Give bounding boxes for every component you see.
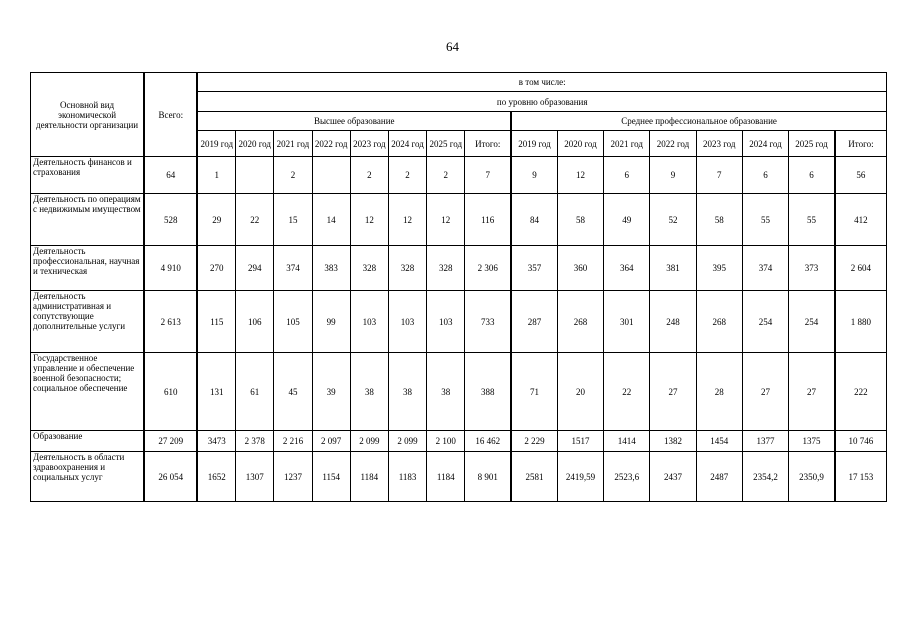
secondary-subtotal-cell: 2 604 bbox=[835, 246, 887, 291]
year-header-secondary: 2022 год bbox=[650, 131, 696, 157]
table-row bbox=[31, 291, 887, 353]
secondary-value-cell: 7 bbox=[696, 157, 742, 194]
secondary-subtotal-cell: 10 746 bbox=[835, 431, 887, 452]
year-header-secondary: 2023 год bbox=[696, 131, 742, 157]
activity-cell: Деятельность в области здравоохранения и социальных услуг bbox=[31, 452, 145, 502]
higher-value-cell: 38 bbox=[388, 353, 426, 431]
higher-value-cell: 38 bbox=[350, 353, 388, 431]
secondary-value-cell: 58 bbox=[696, 194, 742, 246]
secondary-value-cell: 2437 bbox=[650, 452, 696, 502]
higher-subtotal-cell: 7 bbox=[465, 157, 511, 194]
higher-value-cell: 2 bbox=[274, 157, 312, 194]
secondary-value-cell: 360 bbox=[557, 246, 603, 291]
table-row bbox=[31, 431, 887, 452]
activity-cell: Деятельность по операциям с недвижимым имуществом bbox=[31, 194, 145, 246]
secondary-value-cell: 301 bbox=[604, 291, 650, 353]
higher-value-cell: 1183 bbox=[388, 452, 426, 502]
higher-value-cell: 270 bbox=[197, 246, 235, 291]
table-row bbox=[31, 353, 887, 431]
higher-subtotal-cell: 733 bbox=[465, 291, 511, 353]
higher-value-cell: 115 bbox=[197, 291, 235, 353]
secondary-value-cell: 254 bbox=[789, 291, 835, 353]
education-table bbox=[30, 72, 887, 502]
total-cell: 26 054 bbox=[144, 452, 197, 502]
year-header-higher: 2023 год bbox=[350, 131, 388, 157]
higher-value-cell: 103 bbox=[427, 291, 465, 353]
higher-value-cell: 12 bbox=[350, 194, 388, 246]
secondary-value-cell: 395 bbox=[696, 246, 742, 291]
activity-cell: Деятельность профессиональная, научная и техническая bbox=[31, 246, 145, 291]
secondary-subtotal-cell: 1 880 bbox=[835, 291, 887, 353]
higher-education-header: Высшее образование bbox=[197, 112, 511, 131]
year-header-higher: 2025 год bbox=[427, 131, 465, 157]
secondary-value-cell: 254 bbox=[742, 291, 788, 353]
higher-value-cell: 2 bbox=[427, 157, 465, 194]
secondary-value-cell: 1414 bbox=[604, 431, 650, 452]
higher-value-cell bbox=[312, 157, 350, 194]
secondary-value-cell: 268 bbox=[557, 291, 603, 353]
year-header-secondary: 2020 год bbox=[557, 131, 603, 157]
total-cell: 610 bbox=[144, 353, 197, 431]
secondary-value-cell: 287 bbox=[511, 291, 557, 353]
secondary-value-cell: 6 bbox=[789, 157, 835, 194]
higher-value-cell: 1237 bbox=[274, 452, 312, 502]
secondary-subtotal-cell: 17 153 bbox=[835, 452, 887, 502]
higher-value-cell: 2 099 bbox=[350, 431, 388, 452]
higher-value-cell: 3473 bbox=[197, 431, 235, 452]
secondary-value-cell: 248 bbox=[650, 291, 696, 353]
table-row bbox=[31, 246, 887, 291]
higher-value-cell: 103 bbox=[350, 291, 388, 353]
higher-value-cell: 29 bbox=[197, 194, 235, 246]
secondary-value-cell: 374 bbox=[742, 246, 788, 291]
higher-value-cell: 1652 bbox=[197, 452, 235, 502]
secondary-subtotal-cell: 412 bbox=[835, 194, 887, 246]
secondary-value-cell: 55 bbox=[742, 194, 788, 246]
total-cell: 2 613 bbox=[144, 291, 197, 353]
including-header: в том числе: bbox=[197, 73, 886, 92]
table-body bbox=[31, 157, 887, 502]
secondary-value-cell: 6 bbox=[604, 157, 650, 194]
higher-value-cell: 103 bbox=[388, 291, 426, 353]
year-header-higher: 2021 год bbox=[274, 131, 312, 157]
year-header-secondary: 2025 год bbox=[789, 131, 835, 157]
higher-subtotal-cell: 8 901 bbox=[465, 452, 511, 502]
secondary-subtotal-cell: 222 bbox=[835, 353, 887, 431]
secondary-value-cell: 49 bbox=[604, 194, 650, 246]
higher-value-cell: 99 bbox=[312, 291, 350, 353]
higher-value-cell: 1154 bbox=[312, 452, 350, 502]
secondary-value-cell: 58 bbox=[557, 194, 603, 246]
higher-value-cell: 22 bbox=[236, 194, 274, 246]
higher-value-cell: 1307 bbox=[236, 452, 274, 502]
higher-value-cell: 14 bbox=[312, 194, 350, 246]
secondary-value-cell: 2350,9 bbox=[789, 452, 835, 502]
secondary-value-cell: 20 bbox=[557, 353, 603, 431]
higher-subtotal-cell: 2 306 bbox=[465, 246, 511, 291]
table-row bbox=[31, 452, 887, 502]
secondary-value-cell: 1375 bbox=[789, 431, 835, 452]
secondary-value-cell: 357 bbox=[511, 246, 557, 291]
higher-value-cell: 2 100 bbox=[427, 431, 465, 452]
secondary-value-cell: 1382 bbox=[650, 431, 696, 452]
higher-value-cell: 1 bbox=[197, 157, 235, 194]
year-header-higher: 2022 год bbox=[312, 131, 350, 157]
higher-value-cell: 45 bbox=[274, 353, 312, 431]
higher-subtotal-cell: 116 bbox=[465, 194, 511, 246]
year-header-secondary: 2019 год bbox=[511, 131, 557, 157]
secondary-value-cell: 84 bbox=[511, 194, 557, 246]
activity-cell: Образование bbox=[31, 431, 145, 452]
higher-value-cell: 61 bbox=[236, 353, 274, 431]
table-row bbox=[31, 194, 887, 246]
higher-value-cell: 2 bbox=[388, 157, 426, 194]
secondary-value-cell: 1377 bbox=[742, 431, 788, 452]
activity-cell: Деятельность финансов и страхования bbox=[31, 157, 145, 194]
secondary-value-cell: 2581 bbox=[511, 452, 557, 502]
secondary-value-cell: 22 bbox=[604, 353, 650, 431]
higher-value-cell: 2 099 bbox=[388, 431, 426, 452]
higher-subtotal-cell: 388 bbox=[465, 353, 511, 431]
higher-value-cell: 328 bbox=[350, 246, 388, 291]
higher-value-cell: 131 bbox=[197, 353, 235, 431]
secondary-value-cell: 71 bbox=[511, 353, 557, 431]
higher-subtotal-header: Итого: bbox=[465, 131, 511, 157]
secondary-value-cell: 268 bbox=[696, 291, 742, 353]
secondary-value-cell: 27 bbox=[789, 353, 835, 431]
higher-value-cell: 2 097 bbox=[312, 431, 350, 452]
total-cell: 27 209 bbox=[144, 431, 197, 452]
secondary-value-cell: 2487 bbox=[696, 452, 742, 502]
year-header-secondary: 2024 год bbox=[742, 131, 788, 157]
higher-value-cell: 1184 bbox=[427, 452, 465, 502]
page-number: 64 bbox=[446, 39, 459, 54]
higher-subtotal-cell: 16 462 bbox=[465, 431, 511, 452]
higher-value-cell: 1184 bbox=[350, 452, 388, 502]
higher-value-cell: 328 bbox=[388, 246, 426, 291]
higher-value-cell: 374 bbox=[274, 246, 312, 291]
total-cell: 528 bbox=[144, 194, 197, 246]
activity-header: Основной вид экономической деятельности организации bbox=[31, 73, 145, 157]
higher-value-cell: 106 bbox=[236, 291, 274, 353]
secondary-value-cell: 6 bbox=[742, 157, 788, 194]
total-header: Всего: bbox=[144, 73, 197, 157]
secondary-value-cell: 1454 bbox=[696, 431, 742, 452]
higher-value-cell: 294 bbox=[236, 246, 274, 291]
secondary-value-cell: 2354,2 bbox=[742, 452, 788, 502]
by-level-header: по уровню образования bbox=[197, 92, 886, 112]
activity-cell: Деятельность административная и сопутствующие дополнительные услуги bbox=[31, 291, 145, 353]
higher-value-cell bbox=[236, 157, 274, 194]
secondary-value-cell: 27 bbox=[650, 353, 696, 431]
total-cell: 64 bbox=[144, 157, 197, 194]
higher-value-cell: 328 bbox=[427, 246, 465, 291]
secondary-value-cell: 2523,6 bbox=[604, 452, 650, 502]
higher-value-cell: 39 bbox=[312, 353, 350, 431]
higher-value-cell: 38 bbox=[427, 353, 465, 431]
higher-value-cell: 15 bbox=[274, 194, 312, 246]
secondary-value-cell: 27 bbox=[742, 353, 788, 431]
secondary-value-cell: 28 bbox=[696, 353, 742, 431]
secondary-value-cell: 55 bbox=[789, 194, 835, 246]
year-header-secondary: 2021 год bbox=[604, 131, 650, 157]
year-header-higher: 2020 год bbox=[236, 131, 274, 157]
table-row bbox=[31, 157, 887, 194]
higher-value-cell: 12 bbox=[427, 194, 465, 246]
secondary-value-cell: 12 bbox=[557, 157, 603, 194]
secondary-value-cell: 9 bbox=[511, 157, 557, 194]
higher-value-cell: 2 216 bbox=[274, 431, 312, 452]
secondary-subtotal-cell: 56 bbox=[835, 157, 887, 194]
secondary-value-cell: 381 bbox=[650, 246, 696, 291]
secondary-value-cell: 364 bbox=[604, 246, 650, 291]
secondary-subtotal-header: Итого: bbox=[835, 131, 887, 157]
activity-cell: Государственное управление и обеспечение военной безопасности; социальное обеспечение bbox=[31, 353, 145, 431]
secondary-value-cell: 2419,59 bbox=[557, 452, 603, 502]
secondary-value-cell: 1517 bbox=[557, 431, 603, 452]
higher-value-cell: 2 bbox=[350, 157, 388, 194]
secondary-value-cell: 9 bbox=[650, 157, 696, 194]
higher-value-cell: 12 bbox=[388, 194, 426, 246]
secondary-value-cell: 2 229 bbox=[511, 431, 557, 452]
secondary-value-cell: 373 bbox=[789, 246, 835, 291]
secondary-value-cell: 52 bbox=[650, 194, 696, 246]
year-header-higher: 2024 год bbox=[388, 131, 426, 157]
higher-value-cell: 383 bbox=[312, 246, 350, 291]
secondary-education-header: Среднее профессиональное образование bbox=[511, 112, 886, 131]
higher-value-cell: 2 378 bbox=[236, 431, 274, 452]
year-header-higher: 2019 год bbox=[197, 131, 235, 157]
higher-value-cell: 105 bbox=[274, 291, 312, 353]
total-cell: 4 910 bbox=[144, 246, 197, 291]
